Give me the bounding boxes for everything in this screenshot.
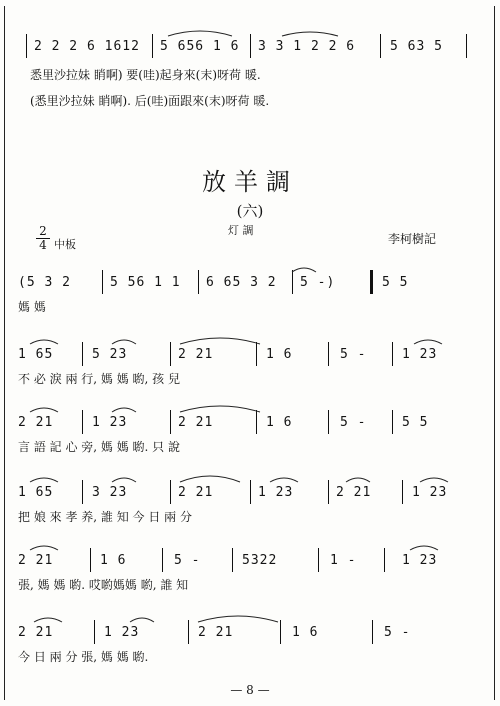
- lyric-line: 不 必 淚 兩 行, 媽 媽 喲, 孩 兒: [18, 372, 180, 386]
- time-signature: [36, 226, 50, 251]
- measure: 1 23: [92, 415, 128, 430]
- page-border-left: [4, 6, 5, 700]
- tempo-label: 中板: [54, 238, 76, 251]
- measure: 5 -): [300, 275, 336, 290]
- barline: [250, 480, 251, 504]
- measure: 2 21: [18, 415, 54, 430]
- measure: 1 65: [18, 347, 54, 362]
- measure: 1 23: [104, 625, 140, 640]
- lyric-line: 把 娘 來 孝 养, 誰 知 今 日 兩 分: [18, 510, 192, 524]
- measure: 5 -: [340, 347, 367, 362]
- measure: 5 23: [92, 347, 128, 362]
- barline: [94, 620, 95, 644]
- staff-system: [18, 344, 478, 366]
- song-number: (六): [236, 202, 264, 220]
- measure: 1 23: [412, 485, 448, 500]
- measure: 2 21: [178, 347, 214, 362]
- barline: [372, 620, 373, 644]
- measure: 5 656 1 6: [160, 39, 240, 54]
- barline: [102, 270, 103, 294]
- measure: 1 65: [18, 485, 54, 500]
- barline: [26, 34, 27, 58]
- measure: 1 23: [402, 347, 438, 362]
- measure: 2 21: [18, 625, 54, 640]
- barline: [82, 410, 83, 434]
- recorder-credit: 李柯樹記: [388, 232, 437, 246]
- lyric-line: 今 日 兩 分 張, 媽 媽 喲.: [18, 650, 149, 664]
- song-title: 放羊調: [202, 168, 298, 196]
- measure: 5322: [242, 553, 278, 568]
- barline: [466, 34, 467, 58]
- genre-label: 灯 調: [228, 224, 254, 237]
- measure: 3 3 1 2 2 6: [258, 39, 356, 54]
- measure: 6 65 3 2: [206, 275, 277, 290]
- barline: [370, 270, 373, 294]
- staff-system: [18, 482, 478, 504]
- barline: [380, 34, 381, 58]
- page-border-right: [494, 6, 495, 700]
- staff-system: [18, 412, 478, 434]
- barline: [152, 34, 153, 58]
- barline: [292, 270, 293, 294]
- staff-system: [18, 272, 478, 294]
- measure: 5 -: [174, 553, 201, 568]
- measure: 1 6: [266, 347, 293, 362]
- measure: 2 21: [18, 553, 54, 568]
- measure: 1 -: [330, 553, 357, 568]
- measure: 5 -: [340, 415, 367, 430]
- staff-system: [18, 550, 478, 572]
- barline: [318, 548, 319, 572]
- barline: [328, 410, 329, 434]
- barline: [256, 342, 257, 366]
- measure: 1 6: [100, 553, 127, 568]
- page-number: — 8 —: [230, 683, 270, 697]
- time-signature-bottom: 4: [39, 238, 47, 252]
- barline: [256, 410, 257, 434]
- barline: [162, 548, 163, 572]
- measure: 2 21: [178, 415, 214, 430]
- barline: [170, 342, 171, 366]
- lyric-line: (悉里沙拉妹 睄啊). 后(哇)面跟來(末)呀荷 暖.: [30, 94, 270, 108]
- lyric-line: 悉里沙拉妹 睄啊) 要(哇)起身來(末)呀荷 暖.: [30, 68, 261, 82]
- measure: 5 5: [402, 415, 429, 430]
- barline: [328, 342, 329, 366]
- barline: [280, 620, 281, 644]
- measure: 5 5: [382, 275, 409, 290]
- barline: [250, 34, 251, 58]
- measure: 1 6: [266, 415, 293, 430]
- measure: 3 23: [92, 485, 128, 500]
- staff-system: [18, 622, 478, 644]
- measure: 5 -: [384, 625, 411, 640]
- barline: [392, 410, 393, 434]
- barline: [170, 480, 171, 504]
- lyric-line: 媽 媽: [18, 300, 46, 314]
- measure: 2 21: [336, 485, 372, 500]
- measure: 1 23: [402, 553, 438, 568]
- barline: [402, 480, 403, 504]
- measure: 2 21: [178, 485, 214, 500]
- barline: [170, 410, 171, 434]
- measure: (5 3 2: [18, 275, 71, 290]
- measure: 5 56 1 1: [110, 275, 181, 290]
- barline: [82, 480, 83, 504]
- barline: [232, 548, 233, 572]
- measure: 5 63 5: [390, 39, 443, 54]
- measure: 2 21: [198, 625, 234, 640]
- barline: [392, 342, 393, 366]
- top-staff: [18, 36, 478, 58]
- barline: [90, 548, 91, 572]
- lyric-line: 言 語 記 心 旁, 媽 媽 喲. 只 說: [18, 440, 180, 454]
- barline: [384, 548, 385, 572]
- lyric-line: 張, 媽 媽 喲. 哎喲媽媽 喲, 誰 知: [18, 578, 189, 592]
- measure: 2 2 2 6 1612: [34, 39, 140, 54]
- time-signature-top: 2: [39, 224, 47, 238]
- barline: [82, 342, 83, 366]
- barline: [188, 620, 189, 644]
- barline: [198, 270, 199, 294]
- barline: [328, 480, 329, 504]
- measure: 1 23: [258, 485, 294, 500]
- measure: 1 6: [292, 625, 319, 640]
